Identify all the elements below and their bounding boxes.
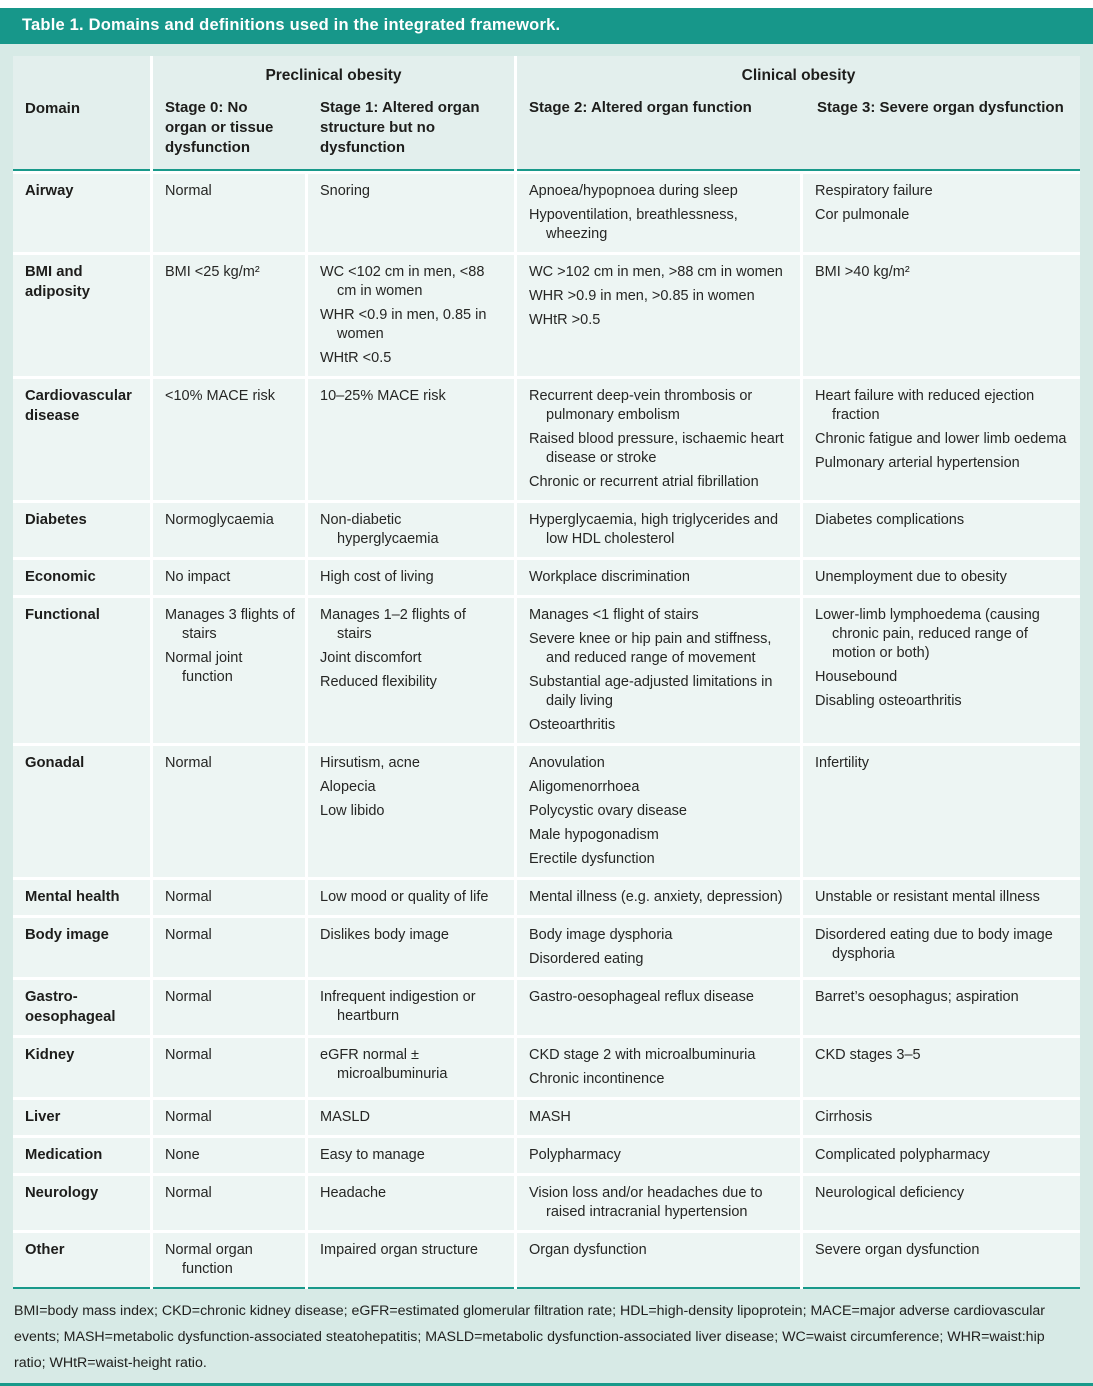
cell-stage-1 [308,560,514,595]
cell-stage-1 [308,880,514,915]
cell-stage-2 [517,379,800,500]
cell-stage-2 [517,560,800,595]
cell-stage-1 [308,174,514,252]
stage-0-label: Stage 0: No organ or tissue dysfunction [165,99,274,156]
cell-stage-1 [308,746,514,877]
cell-text-item: Unemployment due to obesity [815,569,1007,586]
cell-text-item: Normal [165,1185,212,1202]
cell-text-item: Reduced flexibility [320,674,437,691]
cell-text-item: Aligomenorrhoea [529,779,640,796]
cell-text-item: WC >102 cm in men, >88 cm in women [529,264,783,281]
cell-stage-3 [803,379,1080,500]
cell-text-item: Complicated polypharmacy [815,1147,990,1164]
cell-stage-1 [308,1100,514,1135]
cell-text-item: Organ dysfunction [529,1242,647,1259]
cell-text-item: Recurrent deep-vein thrombosis or pulmonary embolism [529,388,753,424]
cell-text-item: <10% MACE risk [165,388,275,405]
cell-stage-3 [803,880,1080,915]
group-label-preclinical: Preclinical obesity [265,67,402,84]
cell-stage-3 [803,560,1080,595]
cell-stage-3 [803,918,1080,977]
cell-stage-3 [803,746,1080,877]
row-domain-label: Gastro-oesophageal [13,980,150,1034]
cell-text-item: No impact [165,569,231,586]
cell-stage-0 [153,560,305,595]
cell-text-item: BMI <25 kg/m² [165,264,260,281]
cell-stage-2 [517,1233,800,1289]
cell-text-item: Heart failure with reduced ejection fraction [815,388,1035,424]
table-container [13,56,1080,1289]
cell-text-item: Non-diabetic hyperglycaemia [320,512,439,548]
cell-stage-0 [153,379,305,500]
cell-text-item: Chronic fatigue and lower limb oedema [815,431,1067,448]
row-domain-label: BMI and adiposity [13,255,150,376]
cell-text-item: Chronic or recurrent atrial fibrillation [529,474,759,491]
cell-stage-1 [308,918,514,977]
cell-stage-1 [308,379,514,500]
cell-text-item: Hyperglycaemia, high triglycerides and low HDL cholesterol [529,512,779,548]
cell-text-item: Hypoventilation, breathlessness, wheezing [529,207,738,243]
cell-text-item: Normal [165,183,212,200]
cell-text-item: Normal [165,927,212,944]
cell-stage-2 [517,1100,800,1135]
cell-text-item: Lower-limb lymphoedema (causing chronic pain, reduced range of motion or both) [815,607,1040,662]
stage-1-label: Stage 1: Altered organ structure but no dysfunction [320,99,480,156]
cell-stage-0 [153,598,305,743]
column-header-stage-1 [308,94,514,169]
cell-stage-2 [517,746,800,877]
cell-text-item: WC <102 cm in men, <88 cm in women [320,264,485,300]
row-domain-label: Medication [13,1138,150,1173]
cell-text-item: Chronic incontinence [529,1070,665,1087]
cell-text-item: Osteoarthritis [529,717,616,734]
cell-text-item: CKD stage 2 with microalbuminuria [529,1046,756,1063]
row-domain-label: Economic [13,560,150,595]
cell-text-item: Dislikes body image [320,927,449,944]
cell-stage-0 [153,880,305,915]
domains-table [13,56,1080,1289]
cell-stage-3 [803,1038,1080,1097]
cell-stage-3 [803,174,1080,252]
cell-text-item: Impaired organ structure [320,1242,478,1259]
cell-text-item: Alopecia [320,779,376,796]
table-title: Table 1. Domains and definitions used in the integrated framework. [0,8,1093,44]
cell-text-item: BMI >40 kg/m² [815,264,910,281]
row-domain-label: Mental health [13,880,150,915]
column-header-stage-3 [805,94,1080,130]
row-domain-label: Airway [13,174,150,252]
cell-text-item: Unstable or resistant mental illness [815,889,1040,906]
cell-text-item: Normal [165,889,212,906]
cell-text-item: Disordered eating due to body image dysphoria [815,927,1053,963]
cell-stage-1 [308,503,514,557]
cell-stage-0 [153,746,305,877]
cell-text-item: Normal [165,1108,212,1125]
group-header-clinical-obesity [517,56,1080,171]
cell-text-item: Mental illness (e.g. anxiety, depression) [529,889,783,906]
cell-text-item: Polycystic ovary disease [529,803,687,820]
cell-text-item: Low libido [320,803,385,820]
cell-stage-2 [517,980,800,1034]
cell-text-item: Gastro-oesophageal reflux disease [529,989,754,1006]
row-domain-label: Body image [13,918,150,977]
cell-stage-2 [517,880,800,915]
cell-text-item: 10–25% MACE risk [320,388,446,405]
cell-stage-3 [803,503,1080,557]
cell-text-item: Neurological deficiency [815,1185,965,1202]
cell-text-item: Hirsutism, acne [320,755,420,772]
cell-text-item: Normal [165,1046,212,1063]
cell-text-item: Headache [320,1185,387,1202]
stage-3-label: Stage 3: Severe organ dysfunction [817,99,1064,116]
cell-text-item: Erectile dysfunction [529,851,655,868]
cell-text-item: Joint discomfort [320,650,422,667]
column-header-stage-2 [517,94,805,130]
cell-stage-3 [803,1138,1080,1173]
stage-header-row-preclinical [153,94,514,169]
row-domain-label: Diabetes [13,503,150,557]
row-domain-label: Functional [13,598,150,743]
cell-stage-0 [153,1138,305,1173]
cell-text-item: Cor pulmonale [815,207,910,224]
cell-text-item: Manages 1–2 flights of stairs [320,607,466,643]
cell-text-item: CKD stages 3–5 [815,1046,921,1063]
abbreviations-footnote: BMI=body mass index; CKD=chronic kidney disease; eGFR=estimated glomerular filtration rate; HDL=high-density lipoprotein; MACE=major adverse cardiovascular events; MASH=metabolic dysfunction-associated steatohepatitis; MASLD=metabolic dysfunction-associated liver disease; WC=waist circumference; WHR=waist:hip ratio; WHtR=waist-height ratio. [14,1303,1046,1371]
cell-stage-1 [308,255,514,376]
cell-text-item: Normal [165,755,212,772]
column-header-stage-0 [153,94,308,169]
cell-text-item: Polypharmacy [529,1147,621,1164]
group-header-preclinical-obesity [153,56,514,171]
cell-text-item: Easy to manage [320,1147,425,1164]
cell-text-item: Vision loss and/or headaches due to raised intracranial hypertension [529,1185,763,1221]
cell-stage-0 [153,980,305,1034]
column-header-domain: Domain [13,56,150,171]
cell-stage-2 [517,503,800,557]
cell-text-item: High cost of living [320,569,434,586]
cell-stage-0 [153,1100,305,1135]
cell-text-item: Low mood or quality of life [320,889,489,906]
cell-text-item: Substantial age-adjusted limitations in daily living [529,674,773,710]
cell-text-item: Normal [165,989,212,1006]
cell-stage-2 [517,918,800,977]
cell-text-item: None [165,1147,200,1164]
cell-text-item: Cirrhosis [815,1108,873,1125]
cell-stage-1 [308,1138,514,1173]
cell-text-item: Normal organ function [165,1242,253,1278]
cell-text-item: Severe knee or hip pain and stiffness, and reduced range of movement [529,631,772,667]
cell-stage-2 [517,598,800,743]
cell-stage-3 [803,1100,1080,1135]
cell-stage-1 [308,1176,514,1230]
cell-text-item: Pulmonary arterial hypertension [815,455,1020,472]
cell-stage-3 [803,1233,1080,1289]
cell-stage-0 [153,503,305,557]
cell-stage-0 [153,255,305,376]
cell-stage-1 [308,598,514,743]
cell-text-item: Normoglycaemia [165,512,274,529]
cell-text-item: Diabetes complications [815,512,965,529]
cell-text-item: Normal joint function [165,650,243,686]
cell-text-item: Severe organ dysfunction [815,1242,980,1259]
stage-2-label: Stage 2: Altered organ function [529,99,752,116]
cell-stage-0 [153,918,305,977]
row-domain-label: Liver [13,1100,150,1135]
cell-text-item: Infrequent indigestion or heartburn [320,989,476,1025]
cell-stage-2 [517,174,800,252]
cell-text-item: WHR <0.9 in men, 0.85 in women [320,307,487,343]
cell-text-item: Respiratory failure [815,183,933,200]
stage-header-row-clinical [517,94,1080,130]
cell-text-item: Workplace discrimination [529,569,690,586]
cell-text-item: Manages <1 flight of stairs [529,607,699,624]
cell-text-item: WHtR >0.5 [529,312,601,329]
cell-text-item: WHR >0.9 in men, >0.85 in women [529,288,755,305]
cell-text-item: MASH [529,1108,571,1125]
cell-stage-0 [153,1233,305,1289]
cell-text-item: Anovulation [529,755,605,772]
cell-stage-2 [517,1038,800,1097]
row-domain-label: Gonadal [13,746,150,877]
row-domain-label: Cardiovascular disease [13,379,150,500]
cell-text-item: Manages 3 flights of stairs [165,607,295,643]
cell-stage-3 [803,255,1080,376]
row-domain-label: Kidney [13,1038,150,1097]
cell-stage-0 [153,1176,305,1230]
cell-stage-0 [153,174,305,252]
cell-stage-1 [308,1038,514,1097]
cell-stage-2 [517,255,800,376]
row-domain-label: Other [13,1233,150,1289]
cell-text-item: Body image dysphoria [529,927,673,944]
cell-stage-3 [803,598,1080,743]
cell-text-item: Raised blood pressure, ischaemic heart disease or stroke [529,431,784,467]
cell-stage-3 [803,1176,1080,1230]
cell-text-item: Apnoea/hypopnoea during sleep [529,183,738,200]
cell-stage-2 [517,1138,800,1173]
row-domain-label: Neurology [13,1176,150,1230]
cell-text-item: Housebound [815,669,898,686]
cell-text-item: Male hypogonadism [529,827,659,844]
cell-stage-3 [803,980,1080,1034]
group-label-clinical: Clinical obesity [741,67,856,84]
cell-text-item: Snoring [320,183,370,200]
cell-text-item: WHtR <0.5 [320,350,392,367]
top-margin [0,0,1093,8]
cell-text-item: Disabling osteoarthritis [815,693,962,710]
cell-stage-1 [308,1233,514,1289]
cell-text-item: eGFR normal ± microalbuminuria [320,1046,448,1082]
cell-stage-0 [153,1038,305,1097]
cell-text-item: MASLD [320,1108,370,1125]
cell-stage-2 [517,1176,800,1230]
cell-text-item: Infertility [815,755,869,772]
cell-text-item: Disordered eating [529,951,644,968]
cell-stage-1 [308,980,514,1034]
cell-text-item: Barret’s oesophagus; aspiration [815,989,1019,1006]
